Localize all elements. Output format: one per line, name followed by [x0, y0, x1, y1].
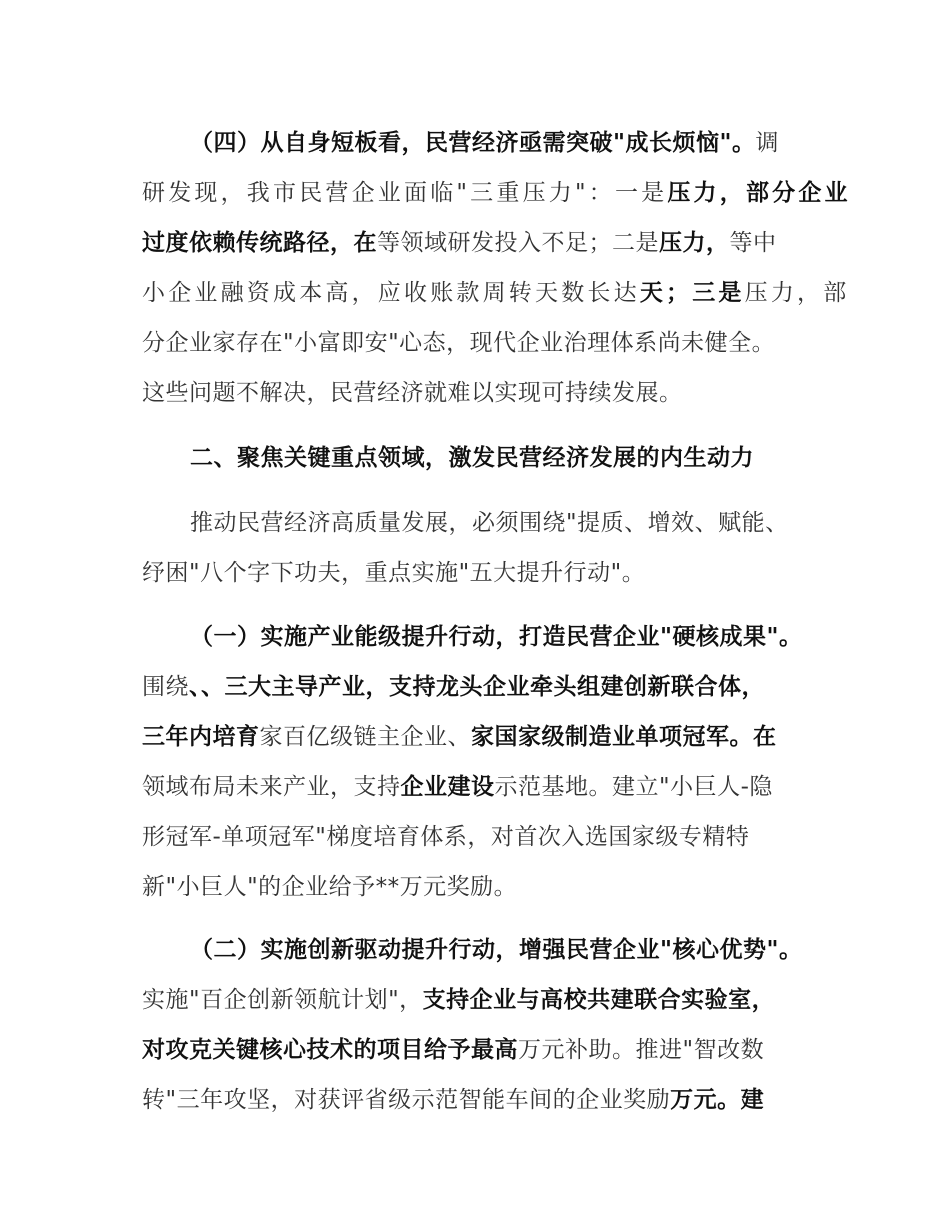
- subsection-heading: [190, 622, 870, 652]
- paragraph-line: [142, 722, 822, 752]
- text-run: 这些问题不解决，民营经济就难以实现可持续发展。: [142, 380, 683, 406]
- bold-text-run: （二）实施创新驱动提升行动，增强民营企业"核心优势"。: [190, 937, 803, 963]
- text-run: 转"三年攻坚，对获评省级示范智能车间的企业奖励: [142, 1087, 671, 1113]
- bold-text-run: 过度依赖传统路径，在: [142, 230, 377, 256]
- bold-text-run: 、、三大主导产业，支持龙头企业牵头组建创新联合体，: [189, 674, 765, 700]
- text-run: 围绕: [142, 674, 189, 700]
- paragraph-line: [142, 558, 822, 588]
- paragraph-line: [142, 985, 822, 1015]
- bold-text-run: 家国家级制造业单项冠军。在: [471, 724, 777, 750]
- paragraph-line: [142, 1085, 822, 1115]
- bold-text-run: 二、聚焦关键重点领域，激发民营经济发展的内生动力: [190, 445, 754, 471]
- paragraph-line: [142, 672, 822, 702]
- subsection-heading: [190, 935, 870, 965]
- paragraph-line: [190, 128, 870, 158]
- text-run: 纾困"八个字下功夫，重点实施"五大提升行动"。: [142, 560, 646, 586]
- text-run: 研发现，我市民营企业面临"三重压力"：一是: [142, 180, 668, 206]
- paragraph-line: [142, 822, 822, 852]
- bold-text-run: 压力，: [659, 230, 730, 256]
- text-run: 压力，部: [744, 280, 850, 306]
- bold-text-run: 企业建设: [400, 774, 495, 800]
- text-run: 万元补助。推进"智改数: [518, 1037, 765, 1063]
- bold-text-run: 对攻克关键核心技术的项目给予最高: [142, 1037, 518, 1063]
- paragraph-line: [142, 872, 822, 902]
- paragraph-line: [190, 508, 870, 538]
- bold-text-run: 万元。建: [670, 1087, 765, 1113]
- paragraph-line: [142, 328, 822, 358]
- bold-text-run: 天；三是: [639, 280, 745, 306]
- text-run: 等领域研发投入不足；二是: [377, 230, 659, 256]
- text-run: 小企业融资成本高，应收账款周转天数长达: [142, 280, 640, 306]
- paragraph-line: [142, 178, 851, 208]
- text-run: 调: [755, 130, 779, 156]
- paragraph-line: [142, 278, 850, 308]
- text-run: 推动民营经济高质量发展，必须围绕"提质、增效、赋能、: [190, 510, 789, 536]
- text-run: 实施"百企创新领航计划"，: [142, 987, 423, 1013]
- bold-text-run: （一）实施产业能级提升行动，打造民营企业"硬核成果"。: [190, 624, 803, 650]
- bold-text-run: （四）从自身短板看，民营经济亟需突破"成长烦恼"。: [190, 130, 756, 156]
- bold-text-run: 三年内培育: [142, 724, 260, 750]
- text-run: 等中: [729, 230, 777, 256]
- bold-text-run: 支持企业与高校共建联合实验室，: [422, 987, 776, 1013]
- section-heading: [190, 443, 870, 473]
- paragraph-line: [142, 772, 822, 802]
- text-run: 领域布局未来产业，支持: [142, 774, 401, 800]
- text-run: 新"小巨人"的企业给予**万元奖励。: [142, 874, 518, 900]
- bold-text-run: 压力，部分企业: [667, 180, 851, 206]
- paragraph-line: [142, 1035, 822, 1065]
- text-run: 家百亿级链主企业、: [259, 724, 471, 750]
- paragraph-line: [142, 378, 822, 408]
- text-run: 分企业家存在"小富即安"心态，现代企业治理体系尚未健全。: [142, 330, 776, 356]
- text-run: 形冠军-单项冠军"梯度培育体系，对首次入选国家级专精特: [142, 824, 750, 850]
- paragraph-line: [142, 228, 822, 258]
- text-run: 示范基地。建立"小巨人-隐: [494, 774, 773, 800]
